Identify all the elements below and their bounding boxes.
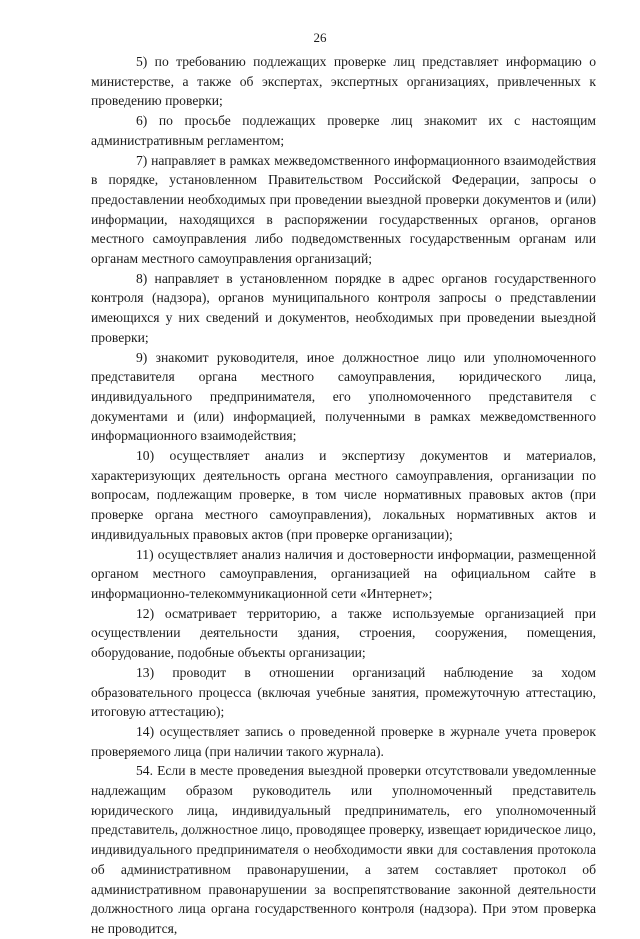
paragraph-item-9: 9) знакомит руководителя, иное должностное лицо или уполномоченного представителя органа местного самоуправления, юридического лица, индивидуального предпринимателя, его уполномоченного представителя с документами и (или) информацией, полученными в рамках межведомственного информационного взаимодействия; — [91, 349, 596, 444]
document-body — [91, 52, 596, 939]
paragraph-item-6: 6) по просьбе подлежащих проверке лиц знакомит их с настоящим административным регламентом; — [91, 113, 596, 148]
paragraph-item-7: 7) направляет в рамках межведомственного информационного взаимодействия в порядке, установленном Правительством Российской Федерации, запросы о предоставлении необходимых при проведении выездной проверки документов и (или) информации, находящихся в распоряжении государственных органов, органов местного самоуправления либо подведомственных государственным органам или органам местного самоуправления организаций; — [91, 152, 596, 267]
paragraph-clause-54: 54. Если в месте проведения выездной проверки отсутствовали уведомленные надлежащим образом руководитель или уполномоченный представитель юридического лица, индивидуальный предприниматель, его уполномоченный представитель, должностное лицо, проводящее проверку, извещает юридическое лицо, индивидуального предпринимателя о необходимости явки для составления протокола об административном правонарушении, а затем составляет протокол об административном правонарушении за воспрепятствование законной деятельности должностного лица органа государственного контроля (надзора). При этом проверка не проводится, — [91, 763, 596, 936]
paragraph-item-14: 14) осуществляет запись о проведенной проверке в журнале учета проверок проверяемого лица (при наличии такого журнала). — [91, 723, 596, 759]
paragraph-item-13: 13) проводит в отношении организаций наблюдение за ходом образовательного процесса (включая учебные занятия, промежуточную аттестацию, итоговую аттестацию); — [91, 664, 596, 720]
page-number: 26 — [313, 30, 327, 45]
paragraph-item-5: 5) по требованию подлежащих проверке лиц представляет информацию о министерстве, а также об экспертах, экспертных организациях, привлеченных к проведению проверки; — [91, 54, 596, 109]
paragraph-item-12: 12) осматривает территорию, а также используемые организацией при осуществлении деятельности здания, строения, сооружения, помещения, оборудование, подобные объекты организации; — [91, 605, 596, 661]
paragraph-item-8: 8) направляет в установленном порядке в адрес органов государственного контроля (надзора), органов муниципального контроля запросы о представлении имеющихся у них сведений и документов, необходимых при проведении выездной проверки; — [91, 270, 596, 345]
paragraph-item-11: 11) осуществляет анализ наличия и достоверности информации, размещенной органом местного самоуправления, организацией на официальном сайте в информационно-телекоммуникационной сети «Интернет»; — [91, 546, 596, 601]
paragraph-item-10: 10) осуществляет анализ и экспертизу документов и материалов, характеризующих деятельность органа местного самоуправления, организации по вопросам, подлежащим проверке, в том числе нормативных правовых актов (при проверке органа местного самоуправления), локальных нормативных актов и индивидуальных правовых актов (при проверке организации); — [91, 448, 596, 542]
